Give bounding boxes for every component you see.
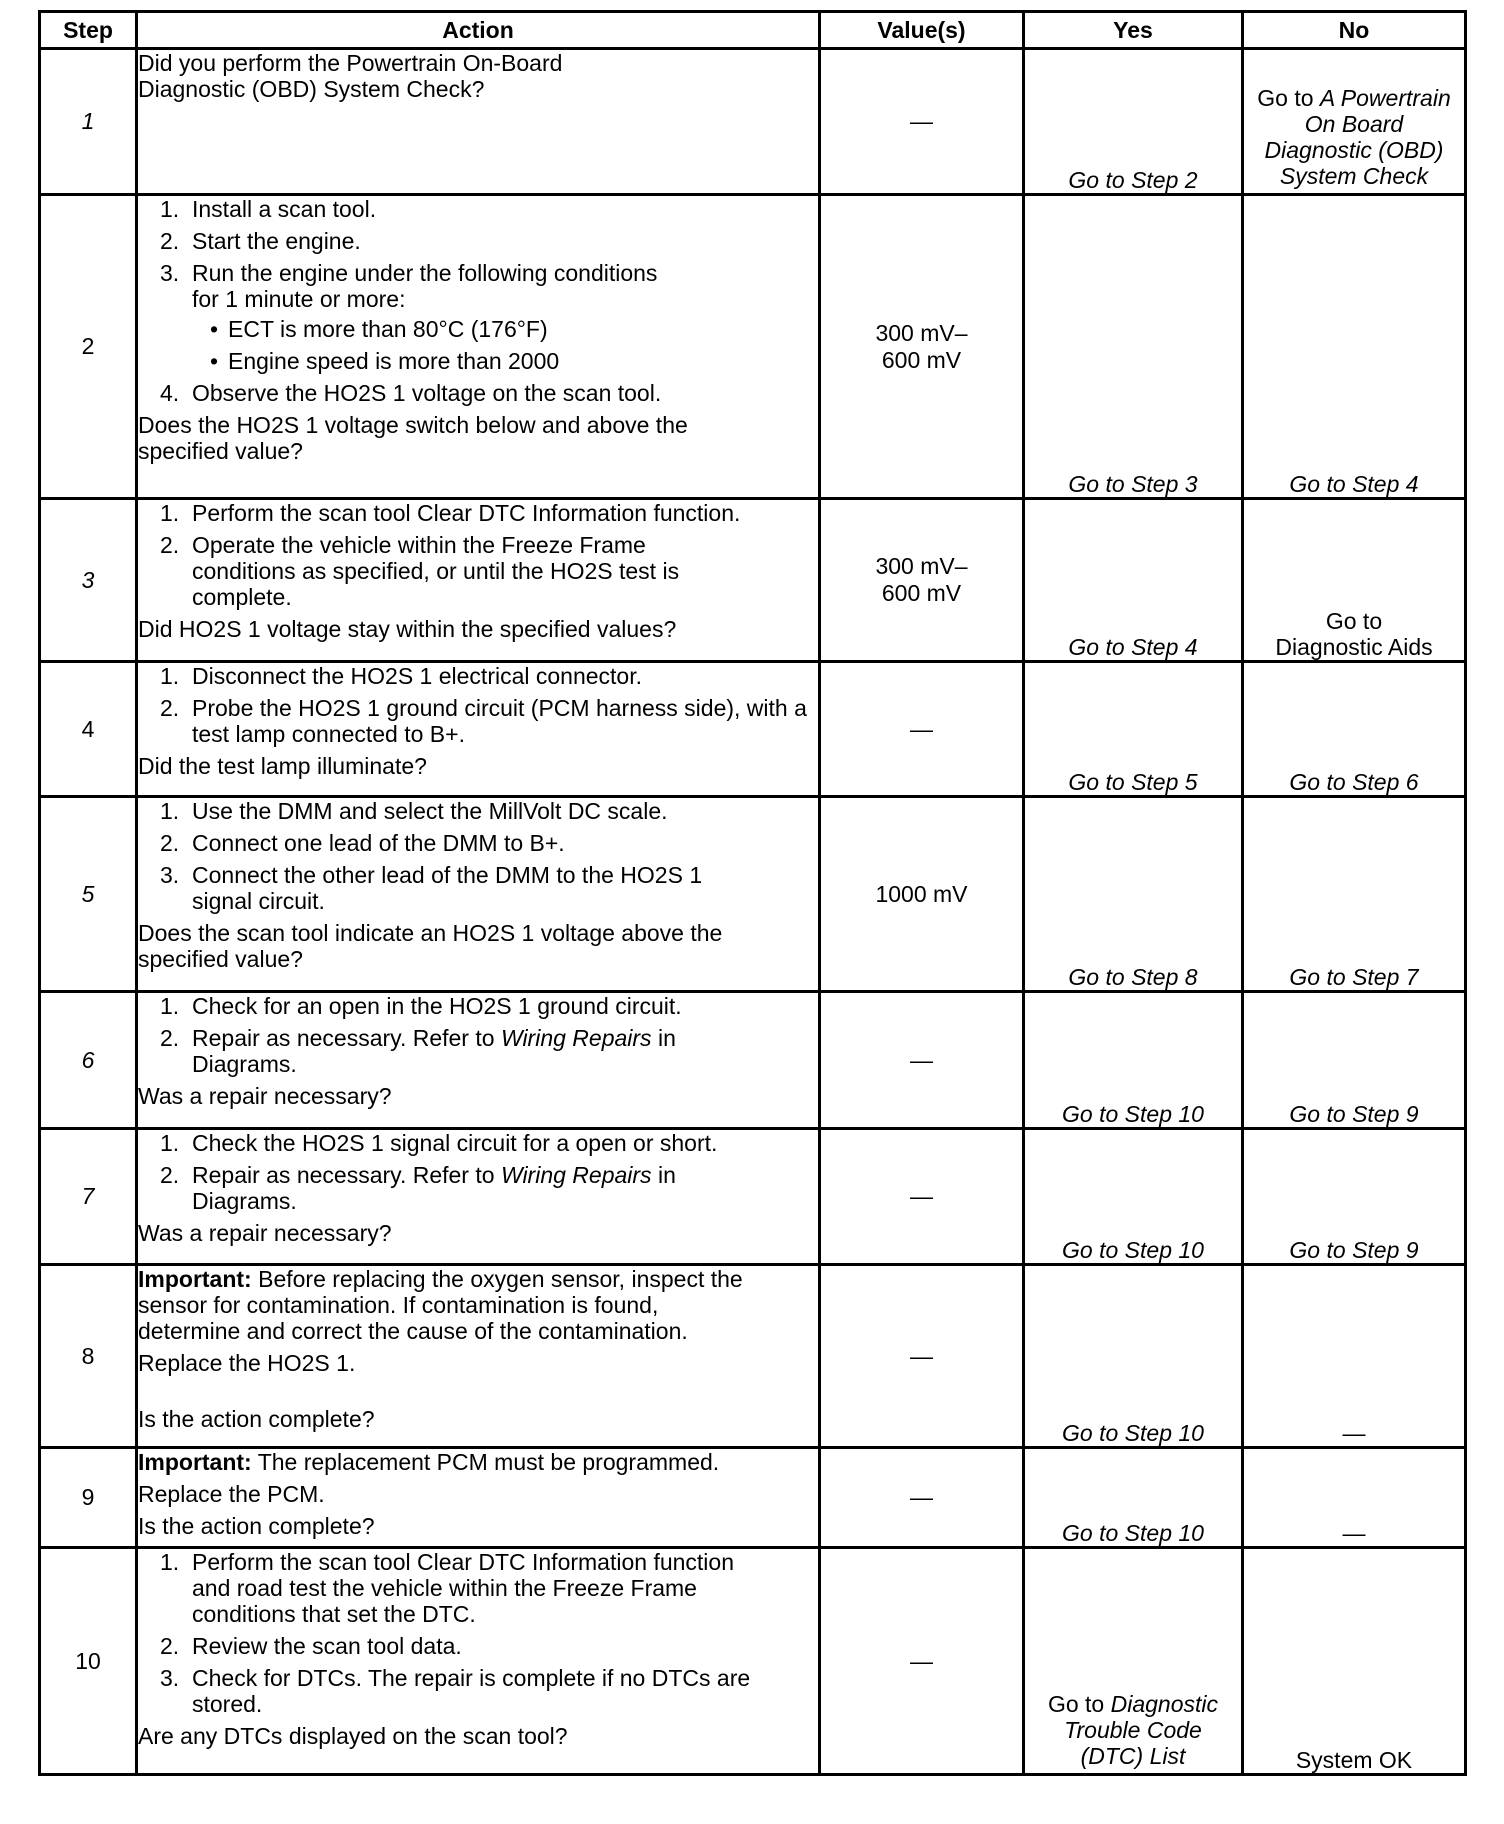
- table-row-step-2: [40, 195, 1466, 499]
- condition-item: • ECT is more than 80°C (176°F): [210, 316, 548, 342]
- yes-cell[interactable]: Go to Step 10: [1024, 1129, 1243, 1265]
- yes-cell[interactable]: Go to Step 2: [1024, 49, 1243, 195]
- value-cell: —: [820, 1129, 1024, 1265]
- action-question: Was a repair necessary?: [138, 1083, 392, 1109]
- step-number: 10: [40, 1548, 137, 1775]
- no-cell[interactable]: Go to Step 6: [1243, 662, 1466, 797]
- no-line: Go to: [1325, 608, 1383, 634]
- action-step: 3. Connect the other lead of the DMM to the HO2S 1 signal circuit.: [160, 862, 703, 914]
- action-step: 1. Perform the scan tool Clear DTC Information function and road test the vehicle within the Freeze Frame conditions that set the DTC.: [160, 1549, 735, 1627]
- important-note: Important: Before replacing the oxygen sensor, inspect the sensor for contamination. If contamination is found, determine and correct the cause of the contamination.: [138, 1266, 743, 1344]
- table-row-step-8: [40, 1265, 1466, 1448]
- step-number: 8: [40, 1265, 137, 1448]
- action-cell: [137, 992, 820, 1129]
- action-question: Did you perform the Powertrain On-Board Diagnostic (OBD) System Check?: [138, 50, 563, 102]
- action-step: 4. Observe the HO2S 1 voltage on the scan tool.: [160, 380, 662, 406]
- action-step: 3. Check for DTCs. The repair is complete if no DTCs are stored.: [160, 1665, 751, 1717]
- no-cell: —: [1243, 1265, 1466, 1448]
- action-steps-list: [138, 663, 818, 747]
- yes-cell[interactable]: Go to Step 4: [1024, 499, 1243, 662]
- action-question: Was a repair necessary?: [138, 1220, 392, 1246]
- action-step: 2. Repair as necessary. Refer to Wiring Repairs in Diagrams.: [160, 1025, 676, 1077]
- important-note: Important: The replacement PCM must be programmed.: [138, 1449, 720, 1475]
- yes-cell[interactable]: Go to Step 10: [1024, 1265, 1243, 1448]
- action-steps-list: [138, 196, 818, 406]
- no-link-diagnostic-aids[interactable]: Diagnostic Aids: [1275, 634, 1433, 660]
- table-row-step-6: [40, 992, 1466, 1129]
- yes-prefix: Go to: [1047, 1691, 1105, 1717]
- action-steps-list: [138, 798, 818, 914]
- yes-cell[interactable]: Go to Step 3: [1024, 195, 1243, 499]
- yes-cell[interactable]: Go to Step 10: [1024, 992, 1243, 1129]
- action-cell: [137, 195, 820, 499]
- action-step: 2. Probe the HO2S 1 ground circuit (PCM harness side), with a test lamp connected to B+.: [160, 695, 807, 747]
- value-cell: [820, 499, 1024, 662]
- value-line: 300 mV–: [875, 553, 968, 579]
- important-label: Important:: [138, 1449, 252, 1475]
- step-number: 6: [40, 992, 137, 1129]
- action-question: Does the scan tool indicate an HO2S 1 voltage above the specified value?: [138, 920, 723, 972]
- step-number: 5: [40, 797, 137, 992]
- action-steps-list: [138, 993, 818, 1077]
- table-row-step-5: [40, 797, 1466, 992]
- action-question: Did HO2S 1 voltage stay within the specified values?: [138, 616, 677, 642]
- table-row-step-10: [40, 1548, 1466, 1775]
- no-cell: —: [1243, 1448, 1466, 1548]
- action-question: Is the action complete?: [138, 1513, 375, 1539]
- step-number: 9: [40, 1448, 137, 1548]
- action-step: 2. Start the engine.: [160, 228, 361, 254]
- action-step: 1. Disconnect the HO2S 1 electrical connector.: [160, 663, 643, 689]
- no-cell[interactable]: Go to Step 9: [1243, 1129, 1466, 1265]
- action-question: Are any DTCs displayed on the scan tool?: [138, 1723, 568, 1749]
- header-row: [40, 12, 1466, 49]
- no-cell[interactable]: [1243, 499, 1466, 662]
- table-row-step-4: [40, 662, 1466, 797]
- action-step: 2. Review the scan tool data.: [160, 1633, 462, 1659]
- value-line: 300 mV–: [875, 319, 968, 346]
- action-cell: [137, 797, 820, 992]
- action-cell: [137, 499, 820, 662]
- no-cell[interactable]: [1243, 49, 1466, 195]
- table-row-step-3: [40, 499, 1466, 662]
- no-cell: System OK: [1243, 1548, 1466, 1775]
- yes-cell[interactable]: Go to Step 10: [1024, 1448, 1243, 1548]
- action-instruction: Replace the PCM.: [138, 1481, 325, 1507]
- action-step: 1. Use the DMM and select the MillVolt DC scale.: [160, 798, 668, 824]
- step-number: 4: [40, 662, 137, 797]
- step-number: 1: [40, 49, 137, 195]
- action-cell: [137, 1265, 820, 1448]
- action-instruction: Replace the HO2S 1.: [138, 1350, 356, 1376]
- action-step: 1. Perform the scan tool Clear DTC Information function.: [160, 500, 741, 526]
- action-cell: [137, 1448, 820, 1548]
- header-yes: Yes: [1024, 12, 1243, 49]
- value-line: 600 mV: [881, 346, 962, 373]
- yes-cell[interactable]: Go to Step 5: [1024, 662, 1243, 797]
- no-link-obd-system-check[interactable]: A Powertrain On Board Diagnostic (OBD) System Check: [1264, 85, 1451, 189]
- action-steps-list: [138, 500, 818, 610]
- yes-link-dtc-list[interactable]: Diagnostic Trouble Code (DTC) List: [1064, 1691, 1219, 1769]
- action-question: Does the HO2S 1 voltage switch below and above the specified value?: [138, 412, 688, 464]
- action-steps-list: [138, 1130, 818, 1214]
- action-step: 2. Connect one lead of the DMM to B+.: [160, 830, 565, 856]
- value-cell: —: [820, 1265, 1024, 1448]
- step-number: 7: [40, 1129, 137, 1265]
- value-cell: —: [820, 1548, 1024, 1775]
- action-cell: [137, 49, 820, 195]
- action-question: Did the test lamp illuminate?: [138, 753, 427, 779]
- important-label: Important:: [138, 1266, 252, 1292]
- action-step: 1. Install a scan tool.: [160, 196, 377, 222]
- header-values: Value(s): [820, 12, 1024, 49]
- table-row-step-9: [40, 1448, 1466, 1548]
- action-step: 1. Check the HO2S 1 signal circuit for a open or short.: [160, 1130, 718, 1156]
- yes-cell[interactable]: [1024, 1548, 1243, 1775]
- action-step: 2. Operate the vehicle within the Freeze Frame conditions as specified, or until the HO2S test is complete.: [160, 532, 680, 610]
- no-prefix: Go to: [1257, 85, 1314, 111]
- table-row-step-1: [40, 49, 1466, 195]
- condition-item: • Engine speed is more than 2000: [210, 348, 560, 374]
- action-cell: [137, 1548, 820, 1775]
- condition-list: [192, 316, 818, 374]
- action-cell: [137, 1129, 820, 1265]
- value-cell: —: [820, 992, 1024, 1129]
- diagnostic-table: [38, 10, 1467, 1776]
- header-step: Step: [40, 12, 137, 49]
- action-step: 1. Check for an open in the HO2S 1 ground circuit.: [160, 993, 682, 1019]
- action-step: 2. Repair as necessary. Refer to Wiring Repairs in Diagrams.: [160, 1162, 676, 1214]
- value-cell: —: [820, 49, 1024, 195]
- no-cell[interactable]: Go to Step 9: [1243, 992, 1466, 1129]
- value-cell: 1000 mV: [820, 797, 1024, 992]
- wiring-repairs-link[interactable]: Wiring Repairs: [500, 1025, 652, 1051]
- value-cell: [820, 195, 1024, 499]
- action-step: 3. Run the engine under the following conditions for 1 minute or more: • ECT is more than 80°C (176°F) • Engine speed is more than 2000: [138, 260, 818, 374]
- action-question: Is the action complete?: [138, 1406, 375, 1432]
- value-line: 600 mV: [881, 580, 962, 606]
- table-row-step-7: [40, 1129, 1466, 1265]
- value-cell: —: [820, 662, 1024, 797]
- action-cell: [137, 662, 820, 797]
- no-cell[interactable]: Go to Step 4: [1243, 195, 1466, 499]
- yes-cell[interactable]: Go to Step 8: [1024, 797, 1243, 992]
- step-number: 2: [40, 195, 137, 499]
- wiring-repairs-link[interactable]: Wiring Repairs: [500, 1162, 652, 1188]
- value-cell: —: [820, 1448, 1024, 1548]
- step-number: 3: [40, 499, 137, 662]
- action-steps-list: [138, 1549, 818, 1717]
- no-cell[interactable]: Go to Step 7: [1243, 797, 1466, 992]
- header-no: No: [1243, 12, 1466, 49]
- header-action: Action: [137, 12, 820, 49]
